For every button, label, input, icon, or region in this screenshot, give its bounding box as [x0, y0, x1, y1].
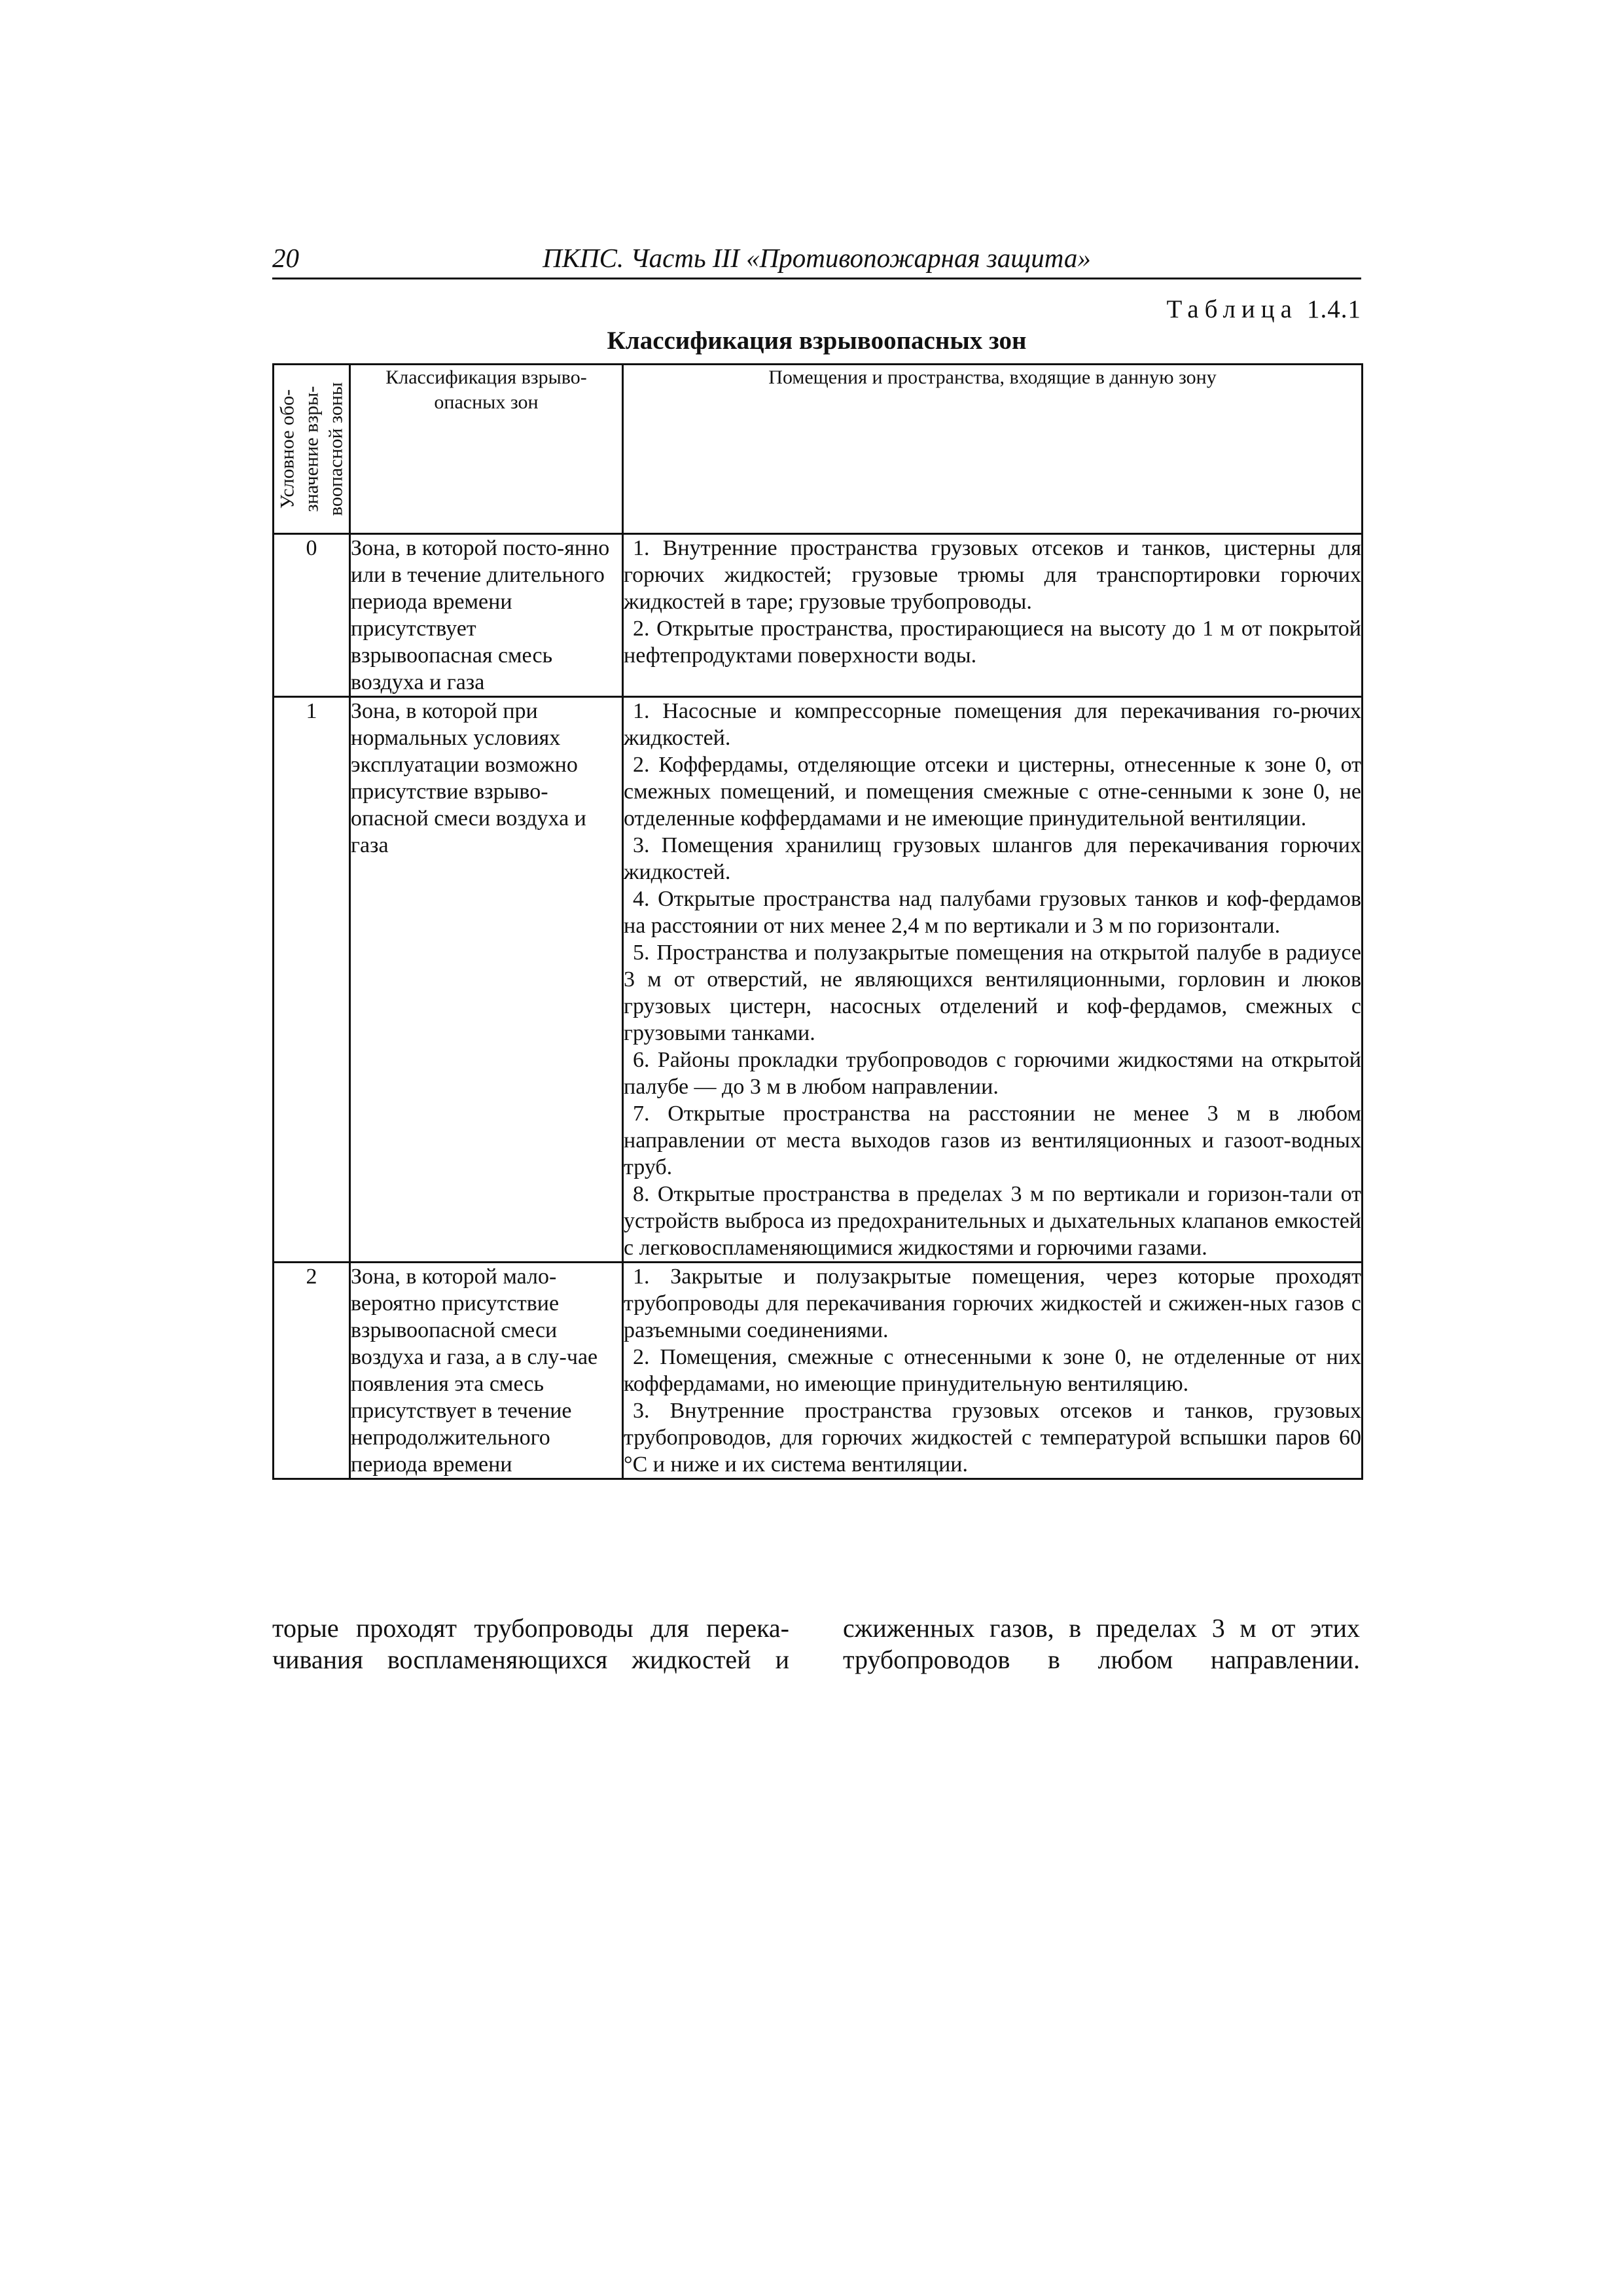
table-title: Классификация взрывоопасных зон [607, 327, 1027, 355]
zone-item: 4. Открытые пространства над палубами грузовых танков и коф-фердамов на расстоянии от них менее 2,4 м по вертикали и 3 м по горизонтали. [624, 887, 1361, 938]
table-row [274, 1263, 1363, 1479]
column-header-code [274, 365, 350, 534]
zone-item: 2. Открытые пространства, простирающиеся на высоту до 1 м от покрытой нефтепродуктами поверхности воды. [624, 617, 1361, 668]
zone-description: Зона, в которой мало-вероятно присутствие взрывоопасной смеси воздуха и газа, а в слу-чае появления эта смесь присутствует в течение непродолжительного периода времени [350, 1263, 623, 1479]
column-header-classification: Классификация взрыво-опасных зон [350, 365, 623, 534]
zone-description: Зона, в которой при нормальных условиях эксплуатации возможно присутствие взрыво-опасной смеси воздуха и газа [350, 697, 623, 1263]
column-header-rooms: Помещения и пространства, входящие в данную зону [623, 365, 1363, 534]
column-header-code-text: Условное обо-значение взры-воопасной зоны [276, 382, 347, 516]
zones-table [272, 363, 1363, 1480]
table-row [274, 697, 1363, 1263]
zone-item: 3. Внутренние пространства грузовых отсеков и танков, грузовых трубопроводов, для горючих жидкостей с температурой вспышки паров 60 °С и ниже и их система вентиляции. [624, 1399, 1361, 1477]
zone-code: 1 [274, 697, 350, 1263]
table-label [1166, 295, 1361, 324]
zone-item: 5. Пространства и полузакрытые помещения на открытой палубе в радиусе 3 м от отверстий, не являющихся вентиляционными, горловин и люков грузовых цистерн, насосных отделений и коф-фердамов, смежных с грузовыми танками. [624, 941, 1361, 1045]
page-number: 20 [272, 243, 299, 273]
table-header-row [274, 365, 1363, 534]
body-text-left-column: торые проходят трубопроводы для перека-чивания воспламеняющихся жидкостей и [272, 1613, 789, 1674]
zone-description: Зона, в которой посто-янно или в течение длительного периода времени присутствует взрывоопасная смесь воздуха и газа [350, 534, 623, 697]
zone-code: 2 [274, 1263, 350, 1479]
zone-items [623, 1263, 1363, 1479]
zone-item: 2. Помещения, смежные с отнесенными к зоне 0, не отделенные от них коффердамами, но имеющие принудительную вентиляцию. [624, 1345, 1361, 1396]
page-header [272, 237, 1361, 279]
zone-items [623, 534, 1363, 697]
zone-item: 1. Внутренние пространства грузовых отсеков и танков, цистерны для горючих жидкостей; грузовые трюмы для транспортировки горючих жидкостей в таре; грузовые трубопроводы. [624, 536, 1361, 614]
table-label-word: Таблица [1166, 295, 1298, 323]
zone-code: 0 [274, 534, 350, 697]
zone-item: 2. Коффердамы, отделяющие отсеки и цистерны, отнесенные к зоне 0, от смежных помещений, и помещения смежные с отне-сенными к зоне 0, не отделенные коффердамами и не имеющие принудительной вентиляции. [624, 753, 1361, 831]
zone-item: 1. Насосные и компрессорные помещения для перекачивания го-рючих жидкостей. [624, 699, 1361, 750]
zone-item: 8. Открытые пространства в пределах 3 м по вертикали и горизон-тали от устройств выброса из предохранительных и дыхательных клапанов емкостей с легковоспламеняющимися жидкостями и горючими газами. [624, 1182, 1361, 1260]
zone-item: 7. Открытые пространства на расстоянии не менее 3 м в любом направлении от места выходов газов из вентиляционных и газоот-водных труб. [624, 1102, 1361, 1179]
zone-item: 3. Помещения хранилищ грузовых шлангов для перекачивания горючих жидкостей. [624, 833, 1361, 884]
table-label-number: 1.4.1 [1307, 295, 1361, 323]
table-row [274, 534, 1363, 697]
body-text-right-column: сжиженных газов, в пределах 3 м от этих трубопроводов в любом направлении. [843, 1613, 1360, 1674]
running-title: ПКПС. Часть III «Противопожарная защита» [543, 243, 1091, 273]
zone-items [623, 697, 1363, 1263]
zone-item: 6. Районы прокладки трубопроводов с горючими жидкостями на открытой палубе — до 3 м в любом направлении. [624, 1048, 1361, 1099]
zone-item: 1. Закрытые и полузакрытые помещения, через которые проходят трубопроводы для перекачивания горючих жидкостей и сжижен-ных газов с разъемными соединениями. [624, 1265, 1361, 1342]
